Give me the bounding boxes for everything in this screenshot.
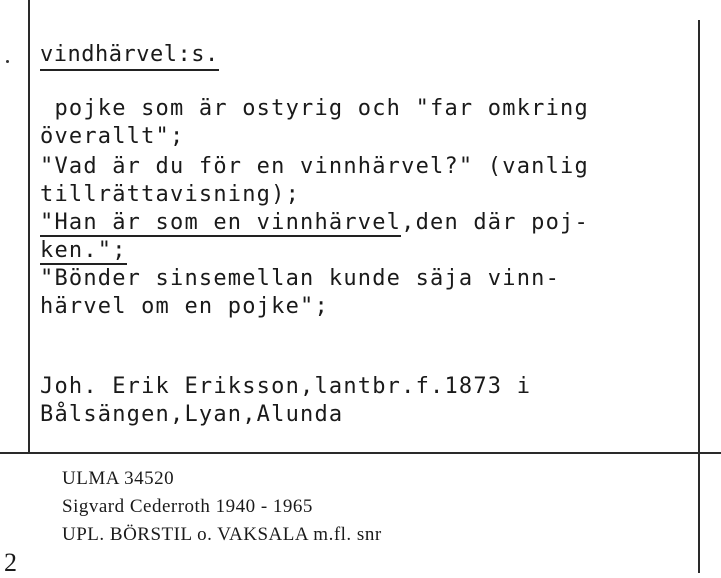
- definition-line-2: överallt";: [40, 124, 185, 149]
- punch-dot: [6, 60, 9, 63]
- card-right-border: [698, 20, 700, 573]
- definition-line-4: tillrättavisning);: [40, 182, 301, 207]
- example-rest: ,den där poj-: [401, 210, 589, 235]
- informant-line-2: Bålsängen,Lyan,Alunda: [40, 402, 344, 427]
- usage-line-1: "Bönder sinsemellan kunde säja vinn-: [40, 266, 561, 291]
- definition-line-1: pojke som är ostyrig och "far omkring: [40, 96, 589, 121]
- footer-divider: [0, 452, 721, 454]
- example-line: [40, 210, 589, 235]
- example-underlined: "Han är som en vinnhärvel: [40, 210, 402, 235]
- example-continuation: [40, 238, 127, 263]
- archive-number: ULMA 34520: [62, 468, 175, 489]
- card-left-border: [28, 0, 30, 452]
- informant-line-1: Joh. Erik Eriksson,lantbr.f.1873 i: [40, 374, 532, 399]
- example-cont: ken.";: [40, 238, 127, 263]
- headword: vindhärvel:s.: [40, 42, 219, 71]
- definition-line-3: "Vad är du för en vinnhärvel?" (vanlig: [40, 154, 589, 179]
- page-mark: 2: [4, 548, 17, 577]
- locality: UPL. BÖRSTIL o. VAKSALA m.fl. snr: [62, 524, 382, 545]
- collector: Sigvard Cederroth 1940 - 1965: [62, 496, 313, 517]
- usage-line-2: härvel om en pojke";: [40, 294, 329, 319]
